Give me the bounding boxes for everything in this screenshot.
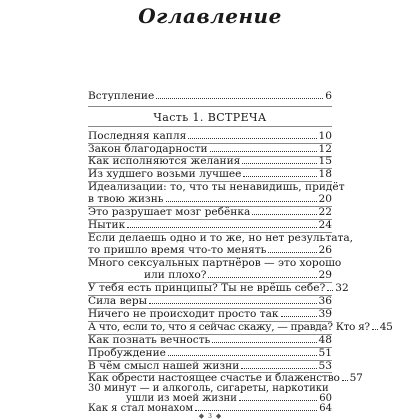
toc-entry-title: В чём смысл нашей жизни [88, 360, 240, 372]
toc-entry [88, 168, 332, 180]
toc-entry-page: 57 [349, 372, 363, 384]
toc-entry-page: 39 [318, 308, 332, 320]
toc-entry-title: Пробуждение [88, 347, 166, 359]
toc-entry-page: 29 [318, 269, 332, 281]
page-number: 3 [208, 413, 212, 420]
toc-entry-title: Сила веры [88, 295, 148, 307]
ornament-left: ◆ [198, 412, 205, 420]
toc-entry [88, 360, 332, 372]
toc-entry-title: Нытик [88, 219, 126, 231]
ornament-right: ◆ [215, 412, 222, 420]
dot-leader [239, 400, 317, 401]
toc-entry-title: Из худшего возьми лучшее [88, 168, 242, 180]
toc-entry-title: Закон благодарности [88, 143, 208, 155]
dot-leader [242, 163, 316, 164]
toc-entry-page: 18 [318, 168, 332, 180]
toc-entry-page: 60 [319, 393, 332, 404]
toc-entry [88, 143, 332, 155]
toc-entry-page: 32 [335, 282, 349, 294]
dot-leader [168, 355, 317, 356]
dot-leader [156, 98, 323, 99]
dot-leader [241, 368, 316, 369]
toc-entry-page: 53 [318, 360, 332, 372]
dot-leader [243, 176, 316, 177]
page-title: Оглавление [138, 4, 282, 28]
toc-entry-title: то пришло время что-то менять [88, 244, 267, 256]
toc-entry-title: Как я стал монахом [88, 403, 194, 414]
dot-leader [127, 227, 316, 228]
toc-entry-title: или плохо? [144, 269, 207, 281]
toc-entry-page: 26 [318, 244, 332, 256]
toc-entry [88, 232, 354, 256]
toc-entry-title: Вступление [88, 90, 155, 102]
toc-entry [88, 257, 342, 281]
toc-entry-page: 20 [318, 193, 332, 205]
toc-entry [88, 295, 332, 307]
dot-leader [149, 303, 316, 304]
toc-entry-title: А что, если то, что я сейчас скажу, — правда? Кто я? [88, 321, 370, 333]
toc-entry-title: У тебя есть принципы? Ты не врёшь себе? [88, 282, 326, 294]
toc-entry-title-line1: Если делаешь одно и то же, но нет результата, [88, 232, 354, 244]
dot-leader [327, 290, 333, 291]
toc-entry [88, 321, 393, 333]
dot-leader [342, 380, 348, 381]
toc-entry-title: Как познать вечность [88, 334, 211, 346]
divider-line [88, 106, 332, 107]
toc-entry-page: 24 [318, 219, 332, 231]
toc-entry [88, 334, 332, 346]
dot-leader [212, 342, 316, 343]
toc-entry-title: Как исполняются желания [88, 155, 241, 167]
toc-entry-page: 6 [325, 90, 332, 102]
part-heading: Часть 1. ВСТРЕЧА [153, 111, 267, 124]
toc-entry [88, 219, 332, 231]
toc-entry-page: 10 [318, 130, 332, 142]
toc-entry [88, 308, 332, 320]
toc-entry [88, 206, 332, 218]
toc-entry-title: в твою жизнь [88, 193, 164, 205]
dot-leader [210, 151, 317, 152]
toc-entry [88, 155, 332, 167]
dot-leader [268, 252, 316, 253]
toc-entry-page: 64 [319, 403, 332, 414]
toc-entry-title: ушли из моей жизни [126, 393, 237, 404]
toc-entry-page: 12 [318, 143, 332, 155]
page-number-footer [0, 413, 420, 420]
toc-entry-page: 45 [379, 321, 393, 333]
toc-entry-page: 51 [318, 347, 332, 359]
toc-entry [88, 347, 332, 359]
toc-entry-intro [88, 90, 332, 102]
dot-leader [372, 329, 378, 330]
toc-entry-title-line1: 30 минут — и алкоголь, сигареты, наркотики [88, 383, 329, 394]
toc-entry-title-line1: Много сексуальных партнёров — это хорошо [88, 257, 342, 269]
dot-leader [281, 316, 317, 317]
toc-entry-page: 15 [318, 155, 332, 167]
toc-entry [88, 130, 332, 142]
toc-entry-title: Ничего не происходит просто так [88, 308, 279, 320]
toc-entry-title-line1: Идеализации: то, что ты ненавидишь, придёт [88, 181, 345, 193]
toc-entry-title: Это разрушает мозг ребёнка [88, 206, 251, 218]
dot-leader [195, 410, 317, 411]
toc-entry-title: Последняя капля [88, 130, 187, 142]
toc-entry-page: 22 [318, 206, 332, 218]
toc-entry [88, 384, 332, 404]
dot-leader [188, 138, 316, 139]
divider-line [88, 126, 332, 127]
toc-entry-page: 36 [318, 295, 332, 307]
dot-leader [252, 214, 316, 215]
dot-leader [208, 277, 316, 278]
toc-entry [88, 282, 349, 294]
toc-entry-page: 48 [318, 334, 332, 346]
toc-entry-title: Как обрести настоящее счастье и блаженство [88, 372, 340, 384]
toc-entry [88, 181, 345, 205]
dot-leader [166, 201, 317, 202]
